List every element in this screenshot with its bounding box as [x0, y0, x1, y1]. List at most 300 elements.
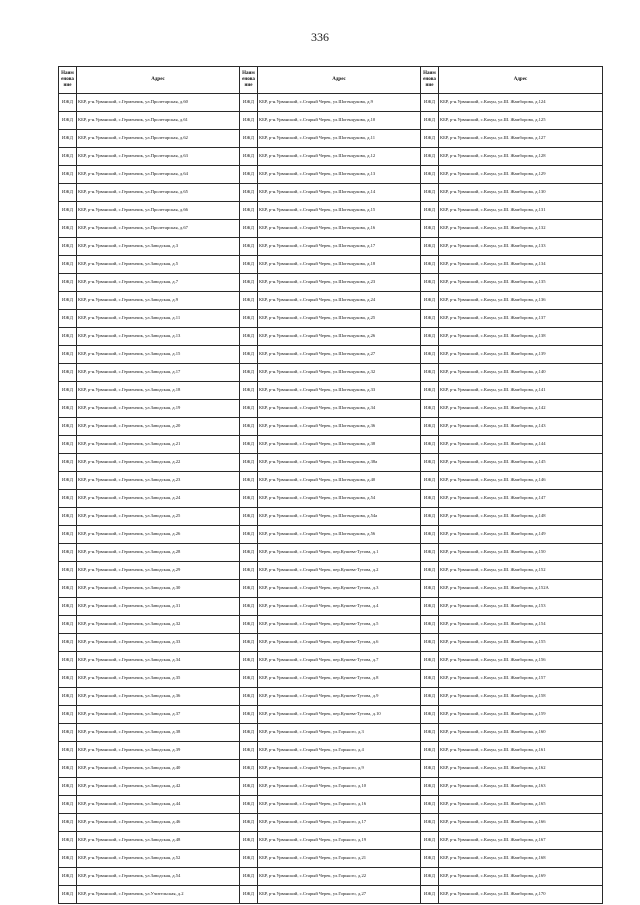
address-cell: КБР, р-н.Урванский, с.Кахун, ул.Ш. Жамборова, д.168	[439, 850, 603, 868]
address-cell: КБР, р-н.Урванский, с.Старый Черек, ул.Горького, д.4	[258, 742, 421, 760]
object-type-cell: ИЖД	[240, 454, 258, 472]
address-cell: КБР, р-н.Урванский, с.Старый Черек, ул.Горького, д.9	[258, 760, 421, 778]
table-row	[59, 706, 603, 724]
address-cell: КБР, р-н.Урванский, с.Герменчик, ул.Заводская, д.21	[77, 436, 240, 454]
object-type-cell: ИЖД	[240, 598, 258, 616]
table-row	[59, 724, 603, 742]
address-cell: КБР, р-н.Урванский, с.Герменчик, ул.Пролетарская, д.61	[77, 112, 240, 130]
table-row	[59, 616, 603, 634]
address-cell: КБР, р-н.Урванский, с.Герменчик, ул.Заводская, д.48	[77, 832, 240, 850]
address-cell: КБР, р-н.Урванский, с.Герменчик, ул.Заводская, д.31	[77, 598, 240, 616]
address-cell: КБР, р-н.Урванский, с.Герменчик, ул.Заводская, д.32	[77, 616, 240, 634]
object-type-cell: ИЖД	[421, 418, 439, 436]
address-cell: КБР, р-н.Урванский, с.Герменчик, ул.Заводская, д.26	[77, 526, 240, 544]
object-type-cell: ИЖД	[59, 256, 77, 274]
object-type-cell: ИЖД	[240, 544, 258, 562]
address-cell: КБР, р-н.Урванский, с.Кахун, ул.Ш. Жамборова, д.165	[439, 796, 603, 814]
object-type-cell: ИЖД	[240, 472, 258, 490]
address-cell: КБР, р-н.Урванский, с.Старый Черек, пер.Кушева-Тутова, д.10	[258, 706, 421, 724]
object-type-cell: ИЖД	[59, 850, 77, 868]
address-cell: КБР, р-н.Урванский, с.Старый Черек, ул.Шогенцукова, д.32	[258, 364, 421, 382]
object-type-cell: ИЖД	[240, 436, 258, 454]
table-row	[59, 274, 603, 292]
object-type-cell: ИЖД	[59, 562, 77, 580]
address-cell: КБР, р-н.Урванский, с.Кахун, ул.Ш. Жамборова, д.143	[439, 418, 603, 436]
object-type-cell: ИЖД	[421, 580, 439, 598]
table-row	[59, 238, 603, 256]
address-cell: КБР, р-н.Урванский, с.Герменчик, ул.Заводская, д.52	[77, 850, 240, 868]
address-cell: КБР, р-н.Урванский, с.Кахун, ул.Ш. Жамборова, д.156	[439, 652, 603, 670]
object-type-cell: ИЖД	[421, 292, 439, 310]
object-type-cell: ИЖД	[421, 130, 439, 148]
object-type-cell: ИЖД	[59, 670, 77, 688]
address-cell: КБР, р-н.Урванский, с.Старый Черек, пер.Кушева-Тутова, д.4	[258, 598, 421, 616]
object-type-cell: ИЖД	[240, 130, 258, 148]
address-cell: КБР, р-н.Урванский, с.Герменчик, ул.Пролетарская, д.60	[77, 94, 240, 112]
address-cell: КБР, р-н.Урванский, с.Старый Черек, пер.Кушева-Тутова, д.9	[258, 688, 421, 706]
address-cell: КБР, р-н.Урванский, с.Кахун, ул.Ш. Жамборова, д.159	[439, 706, 603, 724]
object-type-cell: ИЖД	[59, 796, 77, 814]
address-cell: КБР, р-н.Урванский, с.Герменчик, ул.Заводская, д.46	[77, 814, 240, 832]
table-row	[59, 94, 603, 112]
object-type-cell: ИЖД	[240, 490, 258, 508]
address-cell: КБР, р-н.Урванский, с.Старый Черек, ул.Шогенцукова, д.38а	[258, 454, 421, 472]
address-cell: КБР, р-н.Урванский, с.Старый Черек, ул.Шогенцукова, д.18	[258, 256, 421, 274]
object-type-cell: ИЖД	[240, 760, 258, 778]
address-cell: КБР, р-н.Урванский, с.Кахун, ул.Ш. Жамборова, д.132	[439, 220, 603, 238]
address-cell: КБР, р-н.Урванский, с.Герменчик, ул.Заводская, д.33	[77, 634, 240, 652]
table-row	[59, 562, 603, 580]
address-cell: КБР, р-н.Урванский, с.Старый Черек, пер.Кушева-Тутова, д.8	[258, 670, 421, 688]
table-row	[59, 886, 603, 904]
object-type-cell: ИЖД	[240, 256, 258, 274]
address-cell: КБР, р-н.Урванский, с.Герменчик, ул.Пролетарская, д.63	[77, 148, 240, 166]
table-row	[59, 760, 603, 778]
address-cell: КБР, р-н.Урванский, с.Кахун, ул.Ш. Жамборова, д.163	[439, 778, 603, 796]
address-cell: КБР, р-н.Урванский, с.Кахун, ул.Ш. Жамборова, д.150	[439, 544, 603, 562]
address-cell: КБР, р-н.Урванский, с.Герменчик, ул.Пролетарская, д.64	[77, 166, 240, 184]
object-type-cell: ИЖД	[240, 814, 258, 832]
address-cell: КБР, р-н.Урванский, с.Старый Черек, пер.Кушева-Тутова, д.7	[258, 652, 421, 670]
object-type-cell: ИЖД	[421, 454, 439, 472]
address-cell: КБР, р-н.Урванский, с.Старый Черек, ул.Шогенцукова, д.36	[258, 418, 421, 436]
table-row	[59, 166, 603, 184]
object-type-cell: ИЖД	[240, 526, 258, 544]
object-type-cell: ИЖД	[421, 742, 439, 760]
header-address: Адрес	[77, 67, 240, 94]
object-type-cell: ИЖД	[59, 166, 77, 184]
object-type-cell: ИЖД	[421, 760, 439, 778]
object-type-cell: ИЖД	[421, 814, 439, 832]
object-type-cell: ИЖД	[421, 436, 439, 454]
object-type-cell: ИЖД	[240, 418, 258, 436]
address-cell: КБР, р-н.Урванский, с.Кахун, ул.Ш. Жамборова, д.124	[439, 94, 603, 112]
object-type-cell: ИЖД	[240, 382, 258, 400]
object-type-cell: ИЖД	[59, 706, 77, 724]
object-type-cell: ИЖД	[421, 94, 439, 112]
address-cell: КБР, р-н.Урванский, с.Старый Черек, ул.Шогенцукова, д.12	[258, 148, 421, 166]
object-type-cell: ИЖД	[240, 238, 258, 256]
address-cell: КБР, р-н.Урванский, с.Кахун, ул.Ш. Жамборова, д.153	[439, 598, 603, 616]
object-type-cell: ИЖД	[240, 850, 258, 868]
address-cell: КБР, р-н.Урванский, с.Герменчик, ул.Заводская, д.11	[77, 310, 240, 328]
object-type-cell: ИЖД	[421, 634, 439, 652]
object-type-cell: ИЖД	[421, 778, 439, 796]
address-cell: КБР, р-н.Урванский, с.Герменчик, ул.Заводская, д.34	[77, 652, 240, 670]
header-address: Адрес	[439, 67, 603, 94]
object-type-cell: ИЖД	[240, 508, 258, 526]
object-type-cell: ИЖД	[240, 166, 258, 184]
object-type-cell: ИЖД	[59, 202, 77, 220]
table-row	[59, 112, 603, 130]
address-cell: КБР, р-н.Урванский, с.Старый Черек, ул.Шогенцукова, д.16	[258, 220, 421, 238]
address-cell: КБР, р-н.Урванский, с.Кахун, ул.Ш. Жамборова, д.141	[439, 382, 603, 400]
address-cell: КБР, р-н.Урванский, с.Старый Черек, ул.Шогенцукова, д.23	[258, 274, 421, 292]
address-cell: КБР, р-н.Урванский, с.Старый Черек, ул.Шогенцукова, д.10	[258, 112, 421, 130]
object-type-cell: ИЖД	[240, 220, 258, 238]
address-cell: КБР, р-н.Урванский, с.Старый Черек, ул.Шогенцукова, д.54	[258, 490, 421, 508]
object-type-cell: ИЖД	[240, 868, 258, 886]
address-cell: КБР, р-н.Урванский, с.Кахун, ул.Ш. Жамборова, д.128	[439, 148, 603, 166]
object-type-cell: ИЖД	[59, 310, 77, 328]
address-cell: КБР, р-н.Урванский, с.Старый Черек, ул.Шогенцукова, д.24	[258, 292, 421, 310]
object-type-cell: ИЖД	[421, 886, 439, 904]
object-type-cell: ИЖД	[59, 148, 77, 166]
address-cell: КБР, р-н.Урванский, с.Кахун, ул.Ш. Жамборова, д.131	[439, 202, 603, 220]
object-type-cell: ИЖД	[421, 112, 439, 130]
table-row	[59, 418, 603, 436]
object-type-cell: ИЖД	[240, 652, 258, 670]
table-row	[59, 346, 603, 364]
address-cell: КБР, р-н.Урванский, с.Герменчик, ул.Заводская, д.25	[77, 508, 240, 526]
address-cell: КБР, р-н.Урванский, с.Старый Черек, пер.Кушева-Тутова, д.5	[258, 616, 421, 634]
address-cell: КБР, р-н.Урванский, с.Старый Черек, пер.Кушева-Тутова, д.6	[258, 634, 421, 652]
address-cell: КБР, р-н.Урванский, с.Кахун, ул.Ш. Жамборова, д.136	[439, 292, 603, 310]
object-type-cell: ИЖД	[421, 868, 439, 886]
object-type-cell: ИЖД	[59, 130, 77, 148]
address-cell: КБР, р-н.Урванский, с.Старый Черек, ул.Горького, д.21	[258, 850, 421, 868]
header-type: Наим енова ние	[240, 67, 258, 94]
object-type-cell: ИЖД	[240, 310, 258, 328]
object-type-cell: ИЖД	[421, 166, 439, 184]
address-cell: КБР, р-н.Урванский, с.Герменчик, ул.Заводская, д.39	[77, 742, 240, 760]
address-cell: КБР, р-н.Урванский, с.Герменчик, ул.Заводская, д.24	[77, 490, 240, 508]
object-type-cell: ИЖД	[421, 184, 439, 202]
table-row	[59, 382, 603, 400]
object-type-cell: ИЖД	[421, 148, 439, 166]
object-type-cell: ИЖД	[421, 382, 439, 400]
object-type-cell: ИЖД	[240, 688, 258, 706]
object-type-cell: ИЖД	[421, 490, 439, 508]
address-cell: КБР, р-н.Урванский, с.Кахун, ул.Ш. Жамборова, д.145	[439, 454, 603, 472]
object-type-cell: ИЖД	[421, 616, 439, 634]
object-type-cell: ИЖД	[421, 202, 439, 220]
address-cell: КБР, р-н.Урванский, с.Герменчик, ул.Заводская, д.15	[77, 346, 240, 364]
object-type-cell: ИЖД	[59, 778, 77, 796]
object-type-cell: ИЖД	[421, 796, 439, 814]
table-row	[59, 868, 603, 886]
object-type-cell: ИЖД	[59, 436, 77, 454]
address-cell: КБР, р-н.Урванский, с.Старый Черек, ул.Шогенцукова, д.33	[258, 382, 421, 400]
address-cell: КБР, р-н.Урванский, с.Герменчик, ул.Заводская, д.18	[77, 382, 240, 400]
table-row	[59, 832, 603, 850]
address-cell: КБР, р-н.Урванский, с.Старый Черек, ул.Шогенцукова, д.40	[258, 472, 421, 490]
object-type-cell: ИЖД	[421, 562, 439, 580]
object-type-cell: ИЖД	[240, 886, 258, 904]
address-cell: КБР, р-н.Урванский, с.Кахун, ул.Ш. Жамборова, д.149	[439, 526, 603, 544]
object-type-cell: ИЖД	[240, 148, 258, 166]
address-cell: КБР, р-н.Урванский, с.Герменчик, ул.Пролетарская, д.67	[77, 220, 240, 238]
address-cell: КБР, р-н.Урванский, с.Герменчик, ул.Заводская, д.35	[77, 670, 240, 688]
object-type-cell: ИЖД	[240, 562, 258, 580]
table-row	[59, 454, 603, 472]
table-row	[59, 634, 603, 652]
object-type-cell: ИЖД	[240, 202, 258, 220]
table-row	[59, 598, 603, 616]
object-type-cell: ИЖД	[59, 94, 77, 112]
object-type-cell: ИЖД	[59, 112, 77, 130]
object-type-cell: ИЖД	[421, 508, 439, 526]
address-cell: КБР, р-н.Урванский, с.Кахун, ул.Ш. Жамборова, д.127	[439, 130, 603, 148]
object-type-cell: ИЖД	[59, 814, 77, 832]
object-type-cell: ИЖД	[421, 652, 439, 670]
address-cell: КБР, р-н.Урванский, с.Кахун, ул.Ш. Жамборова, д.160	[439, 724, 603, 742]
table-row	[59, 544, 603, 562]
address-cell: КБР, р-н.Урванский, с.Герменчик, ул.Заводская, д.22	[77, 454, 240, 472]
table-row	[59, 310, 603, 328]
object-type-cell: ИЖД	[240, 580, 258, 598]
address-cell: КБР, р-н.Урванский, с.Герменчик, ул.Заводская, д.13	[77, 328, 240, 346]
address-cell: КБР, р-н.Урванский, с.Старый Черек, ул.Горького, д.16	[258, 796, 421, 814]
object-type-cell: ИЖД	[421, 256, 439, 274]
object-type-cell: ИЖД	[240, 742, 258, 760]
object-type-cell: ИЖД	[421, 688, 439, 706]
address-cell: КБР, р-н.Урванский, с.Старый Черек, пер.Кушева-Тутова, д.1	[258, 544, 421, 562]
address-cell: КБР, р-н.Урванский, с.Старый Черек, ул.Горького, д.17	[258, 814, 421, 832]
address-cell: КБР, р-н.Урванский, с.Герменчик, ул.Заводская, д.37	[77, 706, 240, 724]
address-cell: КБР, р-н.Урванский, с.Герменчик, ул.Заводская, д.23	[77, 472, 240, 490]
object-type-cell: ИЖД	[59, 364, 77, 382]
table-row	[59, 850, 603, 868]
address-cell: КБР, р-н.Урванский, с.Старый Черек, ул.Шогенцукова, д.26	[258, 328, 421, 346]
address-cell: КБР, р-н.Урванский, с.Кахун, ул.Ш. Жамборова, д.167	[439, 832, 603, 850]
table-row	[59, 742, 603, 760]
address-cell: КБР, р-н.Урванский, с.Кахун, ул.Ш. Жамборова, д.135	[439, 274, 603, 292]
address-cell: КБР, р-н.Урванский, с.Герменчик, ул.Заводская, д.29	[77, 562, 240, 580]
table-row	[59, 364, 603, 382]
address-cell: КБР, р-н.Урванский, с.Старый Черек, ул.Горького, д.10	[258, 778, 421, 796]
address-cell: КБР, р-н.Урванский, с.Старый Черек, ул.Горького, д.19	[258, 832, 421, 850]
table-row	[59, 796, 603, 814]
address-cell: КБР, р-н.Урванский, с.Кахун, ул.Ш. Жамборова, д.157	[439, 670, 603, 688]
address-cell: КБР, р-н.Урванский, с.Старый Черек, ул.Шогенцукова, д.14	[258, 184, 421, 202]
object-type-cell: ИЖД	[59, 490, 77, 508]
address-cell: КБР, р-н.Урванский, с.Кахун, ул.Ш. Жамборова, д.144	[439, 436, 603, 454]
object-type-cell: ИЖД	[59, 418, 77, 436]
object-type-cell: ИЖД	[240, 94, 258, 112]
address-cell: КБР, р-н.Урванский, с.Герменчик, ул.Пролетарская, д.62	[77, 130, 240, 148]
object-type-cell: ИЖД	[59, 400, 77, 418]
address-cell: КБР, р-н.Урванский, с.Герменчик, ул.Заводская, д.9	[77, 292, 240, 310]
table-row	[59, 688, 603, 706]
object-type-cell: ИЖД	[240, 400, 258, 418]
object-type-cell: ИЖД	[421, 706, 439, 724]
object-type-cell: ИЖД	[59, 472, 77, 490]
object-type-cell: ИЖД	[59, 274, 77, 292]
table-row	[59, 652, 603, 670]
address-cell: КБР, р-н.Урванский, с.Старый Черек, ул.Шогенцукова, д.27	[258, 346, 421, 364]
address-cell: КБР, р-н.Урванский, с.Старый Черек, ул.Шогенцукова, д.9	[258, 94, 421, 112]
address-cell: КБР, р-н.Урванский, с.Кахун, ул.Ш. Жамборова, д.152А	[439, 580, 603, 598]
object-type-cell: ИЖД	[240, 616, 258, 634]
object-type-cell: ИЖД	[240, 184, 258, 202]
table-body	[59, 94, 603, 904]
table-row	[59, 256, 603, 274]
object-type-cell: ИЖД	[59, 526, 77, 544]
address-cell: КБР, р-н.Урванский, с.Кахун, ул.Ш. Жамборова, д.152	[439, 562, 603, 580]
address-cell: КБР, р-н.Урванский, с.Кахун, ул.Ш. Жамборова, д.142	[439, 400, 603, 418]
address-cell: КБР, р-н.Урванский, с.Герменчик, ул.Заводская, д.30	[77, 580, 240, 598]
address-cell: КБР, р-н.Урванский, с.Кахун, ул.Ш. Жамборова, д.166	[439, 814, 603, 832]
object-type-cell: ИЖД	[240, 292, 258, 310]
address-cell: КБР, р-н.Урванский, с.Герменчик, ул.Заводская, д.40	[77, 760, 240, 778]
table-row	[59, 202, 603, 220]
address-cell: КБР, р-н.Урванский, с.Старый Черек, ул.Шогенцукова, д.11	[258, 130, 421, 148]
object-type-cell: ИЖД	[59, 544, 77, 562]
address-cell: КБР, р-н.Урванский, с.Герменчик, ул.Заводская, д.19	[77, 400, 240, 418]
object-type-cell: ИЖД	[421, 310, 439, 328]
table-row	[59, 490, 603, 508]
address-cell: КБР, р-н.Урванский, с.Кахун, ул.Ш. Жамборова, д.139	[439, 346, 603, 364]
header-row	[59, 67, 603, 94]
address-table	[58, 66, 603, 904]
address-cell: КБР, р-н.Урванский, с.Старый Черек, ул.Шогенцукова, д.54а	[258, 508, 421, 526]
address-cell: КБР, р-н.Урванский, с.Герменчик, ул.Пролетарская, д.65	[77, 184, 240, 202]
address-cell: КБР, р-н.Урванский, с.Кахун, ул.Ш. Жамборова, д.137	[439, 310, 603, 328]
object-type-cell: ИЖД	[59, 634, 77, 652]
object-type-cell: ИЖД	[59, 598, 77, 616]
header-type: Наим енова ние	[59, 67, 77, 94]
table-row	[59, 328, 603, 346]
address-cell: КБР, р-н.Урванский, с.Герменчик, ул.Заводская, д.17	[77, 364, 240, 382]
table-row	[59, 508, 603, 526]
address-cell: КБР, р-н.Урванский, с.Герменчик, ул.Заводская, д.54	[77, 868, 240, 886]
object-type-cell: ИЖД	[421, 544, 439, 562]
header-address: Адрес	[258, 67, 421, 94]
address-cell: КБР, р-н.Урванский, с.Герменчик, ул.Учительская, д.2	[77, 886, 240, 904]
object-type-cell: ИЖД	[240, 112, 258, 130]
address-cell: КБР, р-н.Урванский, с.Кахун, ул.Ш. Жамборова, д.130	[439, 184, 603, 202]
table-row	[59, 580, 603, 598]
address-cell: КБР, р-н.Урванский, с.Герменчик, ул.Заводская, д.36	[77, 688, 240, 706]
address-cell: КБР, р-н.Урванский, с.Старый Черек, пер.Кушева-Тутова, д.3	[258, 580, 421, 598]
header-type: Наим енова ние	[421, 67, 439, 94]
address-cell: КБР, р-н.Урванский, с.Старый Черек, пер.Кушева-Тутова, д.2	[258, 562, 421, 580]
address-cell: КБР, р-н.Урванский, с.Старый Черек, ул.Шогенцукова, д.38	[258, 436, 421, 454]
address-cell: КБР, р-н.Урванский, с.Герменчик, ул.Заводская, д.7	[77, 274, 240, 292]
object-type-cell: ИЖД	[421, 346, 439, 364]
object-type-cell: ИЖД	[59, 742, 77, 760]
object-type-cell: ИЖД	[59, 868, 77, 886]
object-type-cell: ИЖД	[59, 382, 77, 400]
address-cell: КБР, р-н.Урванский, с.Старый Черек, ул.Горького, д.27	[258, 886, 421, 904]
address-cell: КБР, р-н.Урванский, с.Герменчик, ул.Заводская, д.42	[77, 778, 240, 796]
address-cell: КБР, р-н.Урванский, с.Кахун, ул.Ш. Жамборова, д.169	[439, 868, 603, 886]
object-type-cell: ИЖД	[421, 598, 439, 616]
address-cell: КБР, р-н.Урванский, с.Старый Черек, ул.Горького, д.3	[258, 724, 421, 742]
table-row	[59, 436, 603, 454]
object-type-cell: ИЖД	[59, 328, 77, 346]
object-type-cell: ИЖД	[240, 328, 258, 346]
object-type-cell: ИЖД	[240, 346, 258, 364]
object-type-cell: ИЖД	[240, 778, 258, 796]
object-type-cell: ИЖД	[59, 238, 77, 256]
address-cell: КБР, р-н.Урванский, с.Кахун, ул.Ш. Жамборова, д.129	[439, 166, 603, 184]
object-type-cell: ИЖД	[421, 274, 439, 292]
address-cell: КБР, р-н.Урванский, с.Кахун, ул.Ш. Жамборова, д.148	[439, 508, 603, 526]
object-type-cell: ИЖД	[240, 706, 258, 724]
table-row	[59, 148, 603, 166]
address-cell: КБР, р-н.Урванский, с.Старый Черек, ул.Шогенцукова, д.13	[258, 166, 421, 184]
table-row	[59, 184, 603, 202]
object-type-cell: ИЖД	[59, 886, 77, 904]
address-cell: КБР, р-н.Урванский, с.Кахун, ул.Ш. Жамборова, д.161	[439, 742, 603, 760]
table-row	[59, 130, 603, 148]
table-row	[59, 220, 603, 238]
address-cell: КБР, р-н.Урванский, с.Кахун, ул.Ш. Жамборова, д.154	[439, 616, 603, 634]
object-type-cell: ИЖД	[240, 796, 258, 814]
object-type-cell: ИЖД	[421, 328, 439, 346]
object-type-cell: ИЖД	[59, 346, 77, 364]
table-row	[59, 778, 603, 796]
address-cell: КБР, р-н.Урванский, с.Кахун, ул.Ш. Жамборова, д.147	[439, 490, 603, 508]
address-cell: КБР, р-н.Урванский, с.Кахун, ул.Ш. Жамборова, д.170	[439, 886, 603, 904]
object-type-cell: ИЖД	[421, 238, 439, 256]
object-type-cell: ИЖД	[421, 364, 439, 382]
object-type-cell: ИЖД	[59, 760, 77, 778]
object-type-cell: ИЖД	[59, 724, 77, 742]
address-cell: КБР, р-н.Урванский, с.Старый Черек, ул.Горького, д.22	[258, 868, 421, 886]
table-row	[59, 670, 603, 688]
address-cell: КБР, р-н.Урванский, с.Герменчик, ул.Пролетарская, д.66	[77, 202, 240, 220]
object-type-cell: ИЖД	[59, 652, 77, 670]
object-type-cell: ИЖД	[59, 580, 77, 598]
object-type-cell: ИЖД	[59, 832, 77, 850]
object-type-cell: ИЖД	[240, 724, 258, 742]
object-type-cell: ИЖД	[59, 184, 77, 202]
address-cell: КБР, р-н.Урванский, с.Герменчик, ул.Заводская, д.5	[77, 256, 240, 274]
object-type-cell: ИЖД	[421, 670, 439, 688]
address-cell: КБР, р-н.Урванский, с.Старый Черек, ул.Шогенцукова, д.15	[258, 202, 421, 220]
table-row	[59, 526, 603, 544]
address-cell: КБР, р-н.Урванский, с.Герменчик, ул.Заводская, д.3	[77, 238, 240, 256]
address-cell: КБР, р-н.Урванский, с.Кахун, ул.Ш. Жамборова, д.162	[439, 760, 603, 778]
address-cell: КБР, р-н.Урванский, с.Герменчик, ул.Заводская, д.28	[77, 544, 240, 562]
address-cell: КБР, р-н.Урванский, с.Герменчик, ул.Заводская, д.44	[77, 796, 240, 814]
address-cell: КБР, р-н.Урванский, с.Кахун, ул.Ш. Жамборова, д.125	[439, 112, 603, 130]
object-type-cell: ИЖД	[421, 832, 439, 850]
object-type-cell: ИЖД	[59, 292, 77, 310]
object-type-cell: ИЖД	[240, 832, 258, 850]
address-cell: КБР, р-н.Урванский, с.Герменчик, ул.Заводская, д.20	[77, 418, 240, 436]
table-row	[59, 400, 603, 418]
object-type-cell: ИЖД	[421, 472, 439, 490]
address-cell: КБР, р-н.Урванский, с.Кахун, ул.Ш. Жамборова, д.158	[439, 688, 603, 706]
object-type-cell: ИЖД	[59, 454, 77, 472]
object-type-cell: ИЖД	[421, 220, 439, 238]
address-cell: КБР, р-н.Урванский, с.Герменчик, ул.Заводская, д.38	[77, 724, 240, 742]
address-cell: КБР, р-н.Урванский, с.Старый Черек, ул.Шогенцукова, д.17	[258, 238, 421, 256]
